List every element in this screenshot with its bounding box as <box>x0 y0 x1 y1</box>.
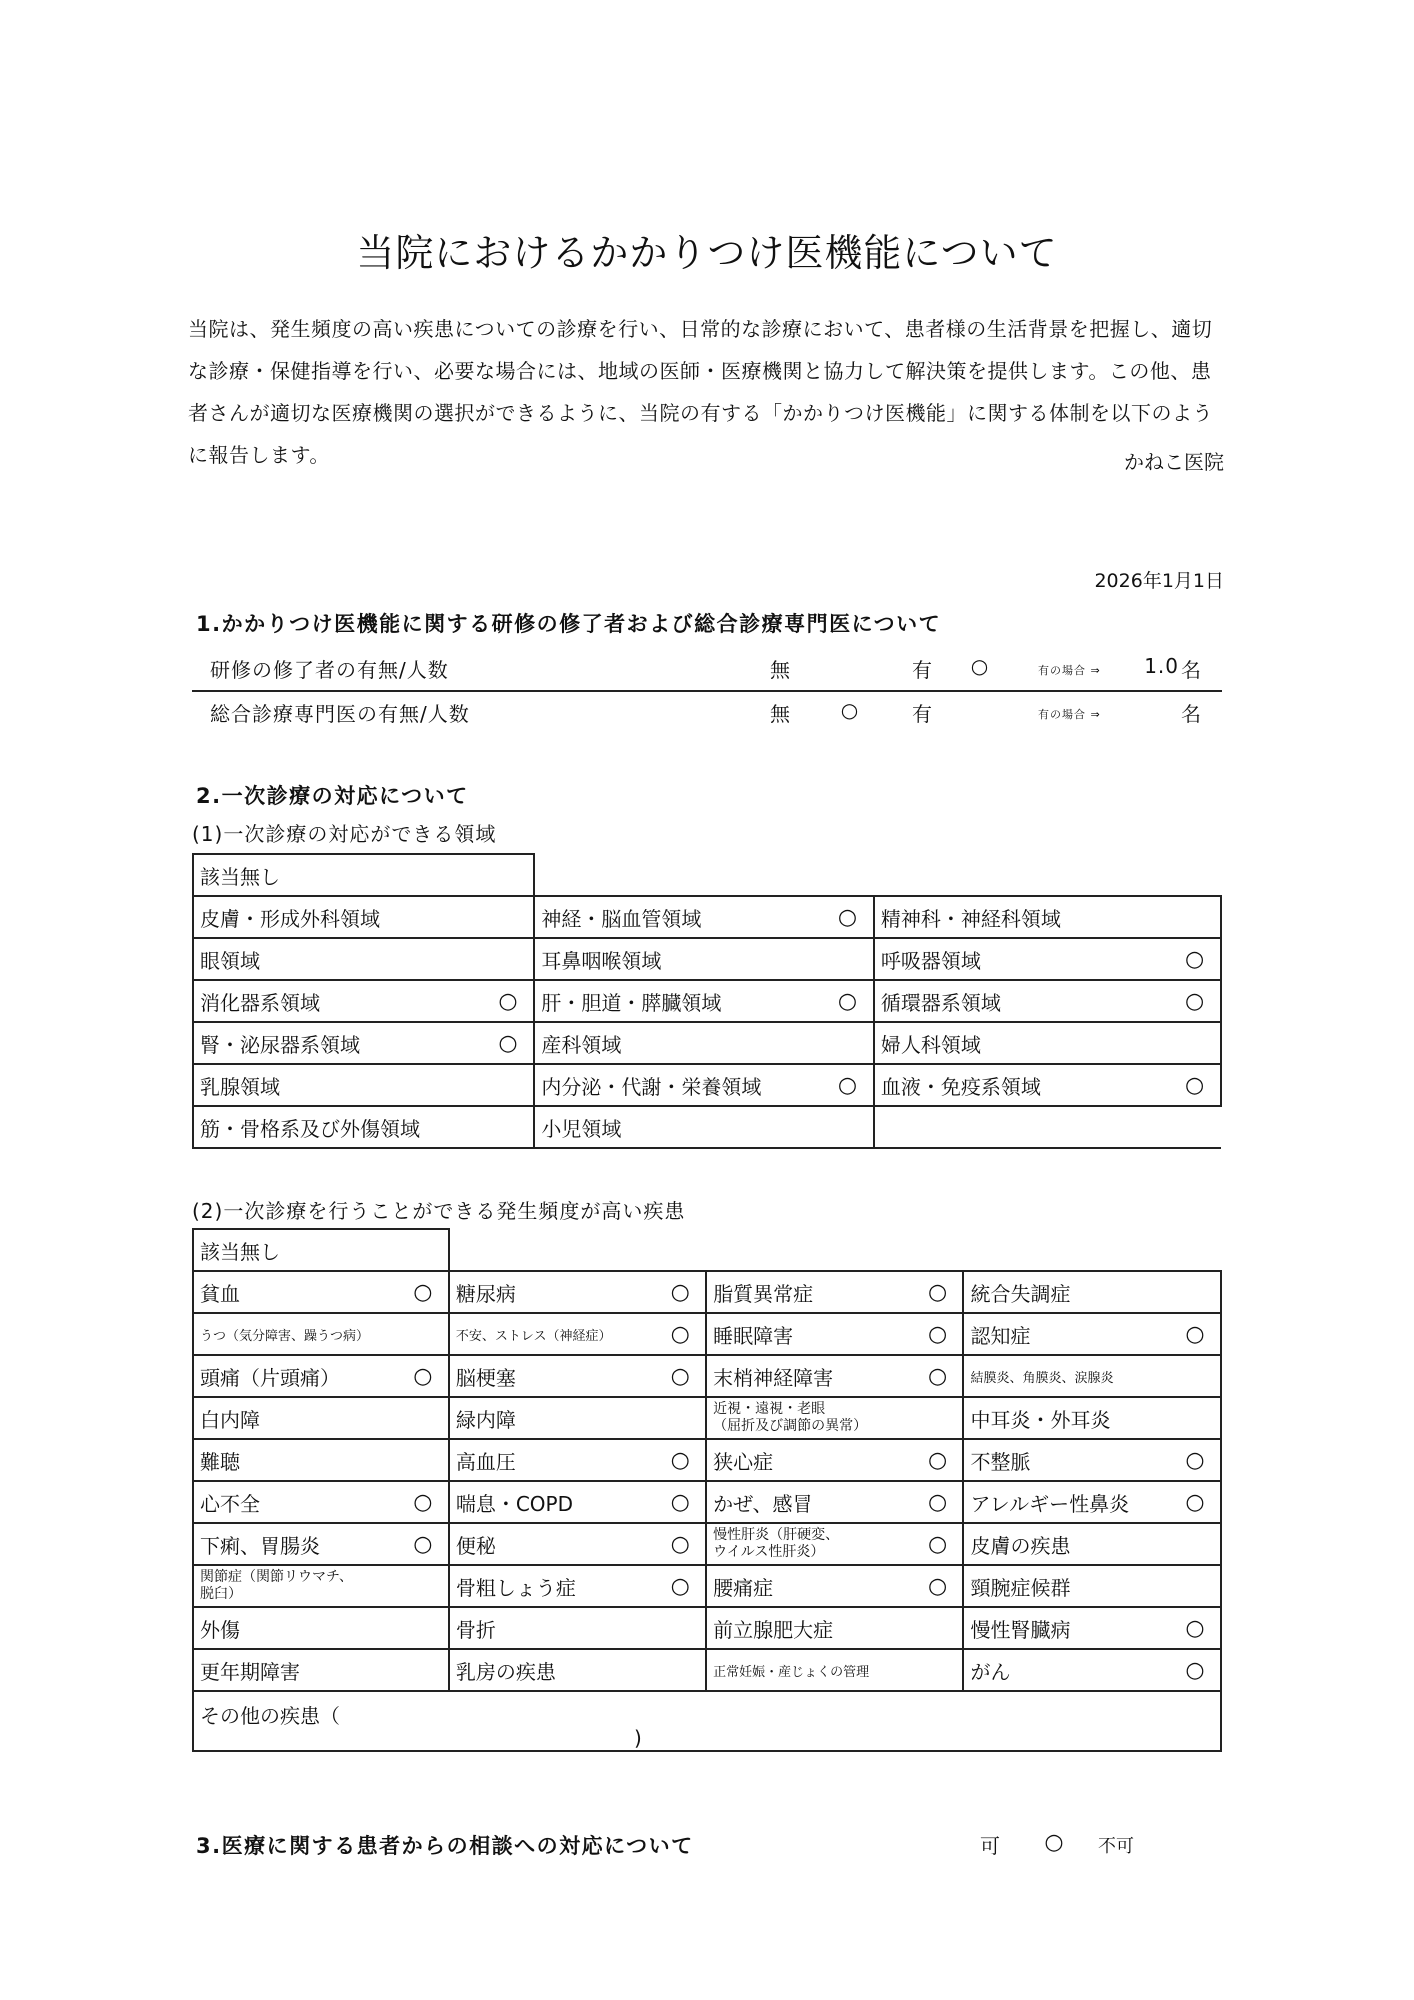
area-mark: ○ <box>1169 980 1221 1022</box>
disease-mark: ○ <box>1170 1649 1221 1691</box>
disease-name: 不安、ストレス（神経症） <box>449 1313 655 1355</box>
disease-mark <box>655 1397 706 1439</box>
disease-name: 緑内障 <box>449 1397 655 1439</box>
area-name: 精神科・神経科領域 <box>874 896 1169 938</box>
consult-yes-mark: ○ <box>1044 1830 1064 1855</box>
area-mark <box>822 1022 874 1064</box>
disease-name: 外傷 <box>193 1607 398 1649</box>
disease-name: 腰痛症 <box>706 1565 912 1607</box>
area-mark <box>1169 1022 1221 1064</box>
areas-none-mark <box>483 854 535 896</box>
disease-mark: ○ <box>398 1523 449 1565</box>
disease-mark: ○ <box>398 1271 449 1313</box>
disease-name: 便秘 <box>449 1523 655 1565</box>
disease-name: 糖尿病 <box>449 1271 655 1313</box>
disease-name: 慢性腎臓病 <box>963 1607 1170 1649</box>
area-mark <box>483 1106 535 1148</box>
disease-name: 結膜炎、角膜炎、涙腺炎 <box>963 1355 1170 1397</box>
areas-table <box>192 853 1222 1149</box>
disease-mark <box>398 1607 449 1649</box>
area-name: 神経・脳血管領域 <box>534 896 822 938</box>
area-name: 消化器系領域 <box>193 980 483 1022</box>
disease-name: 睡眠障害 <box>706 1313 912 1355</box>
disease-name: 頭痛（片頭痛） <box>193 1355 398 1397</box>
disease-mark: ○ <box>913 1355 964 1397</box>
area-name: 呼吸器領域 <box>874 938 1169 980</box>
disease-name: 下痢、胃腸炎 <box>193 1523 398 1565</box>
disease-mark <box>1170 1565 1221 1607</box>
disease-name: がん <box>963 1649 1170 1691</box>
areas-none-label: 該当無し <box>193 854 483 896</box>
training-note: 有の場合 ⇒ <box>1038 664 1101 677</box>
disease-mark <box>1170 1271 1221 1313</box>
intro-paragraph: 当院は、発生頻度の高い疾患についての診療を行い、日常的な診療において、患者様の生活背景を把握し、適切な診療・保健指導を行い、必要な場合には、地域の医師・医療機関と協力して解決策を提供します。この他、患者さんが適切な医療機関の選択ができるように、当院の有する「かかりつけ医機能」に関する体制を以下のように報告します。 <box>188 317 1213 467</box>
specialist-row <box>192 690 1222 734</box>
disease-name: うつ（気分障害、躁うつ病） <box>193 1313 398 1355</box>
diseases-table <box>192 1228 1222 1752</box>
training-unit: 名 <box>1181 658 1202 682</box>
disease-name: かぜ、感冒 <box>706 1481 912 1523</box>
training-label: 研修の修了者の有無/人数 <box>210 658 449 682</box>
disease-name: 骨粗しょう症 <box>449 1565 655 1607</box>
other-diseases-row <box>193 1691 1221 1751</box>
disease-mark: ○ <box>913 1481 964 1523</box>
area-name: 筋・骨格系及び外傷領域 <box>193 1106 483 1148</box>
disease-name: 中耳炎・外耳炎 <box>963 1397 1170 1439</box>
disease-name: 前立腺肥大症 <box>706 1607 912 1649</box>
area-name: 皮膚・形成外科領域 <box>193 896 483 938</box>
disease-mark <box>398 1439 449 1481</box>
area-mark: ○ <box>1169 1064 1221 1106</box>
diseases-none-label: 該当無し <box>193 1229 398 1271</box>
disease-name: 正常妊娠・産じょくの管理 <box>706 1649 912 1691</box>
disease-name: 更年期障害 <box>193 1649 398 1691</box>
disease-name: アレルギー性鼻炎 <box>963 1481 1170 1523</box>
area-mark: ○ <box>483 980 535 1022</box>
disease-mark <box>1170 1355 1221 1397</box>
area-mark <box>483 896 535 938</box>
training-row <box>192 646 1222 692</box>
disease-mark: ○ <box>655 1355 706 1397</box>
disease-name: 認知症 <box>963 1313 1170 1355</box>
area-mark <box>483 1064 535 1106</box>
specialist-unit: 名 <box>1181 702 1202 726</box>
area-name: 産科領域 <box>534 1022 822 1064</box>
disease-name: 貧血 <box>193 1271 398 1313</box>
disease-name: 難聴 <box>193 1439 398 1481</box>
disease-mark <box>913 1649 964 1691</box>
area-mark <box>1169 896 1221 938</box>
training-none-label: 無 <box>770 658 791 682</box>
disease-mark: ○ <box>1170 1313 1221 1355</box>
disease-name: 頸腕症候群 <box>963 1565 1170 1607</box>
disease-name: 関節症（関節リウマチ、 脱臼） <box>193 1565 398 1607</box>
diseases-subheading: (2)一次診療を行うことができる発生頻度が高い疾患 <box>192 1199 686 1223</box>
disease-mark: ○ <box>398 1481 449 1523</box>
area-name: 腎・泌尿器系領域 <box>193 1022 483 1064</box>
disease-mark: ○ <box>398 1355 449 1397</box>
disease-mark: ○ <box>1170 1481 1221 1523</box>
area-name: 小児領域 <box>534 1106 822 1148</box>
disease-name: 乳房の疾患 <box>449 1649 655 1691</box>
disease-name: 心不全 <box>193 1481 398 1523</box>
disease-mark <box>1170 1397 1221 1439</box>
disease-name: 骨折 <box>449 1607 655 1649</box>
area-mark <box>822 938 874 980</box>
disease-mark <box>398 1313 449 1355</box>
area-name: 血液・免疫系領域 <box>874 1064 1169 1106</box>
area-name: 耳鼻咽喉領域 <box>534 938 822 980</box>
disease-mark: ○ <box>913 1523 964 1565</box>
disease-name: 統合失調症 <box>963 1271 1170 1313</box>
other-diseases-label: その他の疾患（ <box>200 1704 340 1728</box>
area-mark <box>483 938 535 980</box>
area-name: 乳腺領域 <box>193 1064 483 1106</box>
area-name: 肝・胆道・膵臓領域 <box>534 980 822 1022</box>
section1-heading: 1.かかりつけ医機能に関する研修の修了者および総合診療専門医について <box>196 612 942 636</box>
disease-mark: ○ <box>655 1313 706 1355</box>
area-mark: ○ <box>822 1064 874 1106</box>
disease-mark: ○ <box>655 1439 706 1481</box>
area-name: 眼領域 <box>193 938 483 980</box>
section3-heading: 3.医療に関する患者からの相談への対応について <box>196 1834 694 1858</box>
disease-mark: ○ <box>913 1439 964 1481</box>
area-mark: ○ <box>1169 938 1221 980</box>
disease-mark: ○ <box>655 1271 706 1313</box>
disease-name: 脂質異常症 <box>706 1271 912 1313</box>
disease-name: 慢性肝炎（肝硬変、 ウイルス性肝炎） <box>706 1523 912 1565</box>
training-yes-label: 有 <box>912 658 933 682</box>
disease-mark <box>398 1649 449 1691</box>
areas-subheading: (1)一次診療の対応ができる領域 <box>192 822 497 846</box>
disease-mark: ○ <box>1170 1607 1221 1649</box>
area-name: 内分泌・代謝・栄養領域 <box>534 1064 822 1106</box>
area-name: 循環器系領域 <box>874 980 1169 1022</box>
disease-mark: ○ <box>655 1481 706 1523</box>
specialist-note: 有の場合 ⇒ <box>1038 708 1101 721</box>
disease-mark: ○ <box>913 1271 964 1313</box>
training-count: 1.0 <box>1144 654 1179 678</box>
disease-name: 白内障 <box>193 1397 398 1439</box>
disease-name: 近視・遠視・老眼 （屈折及び調節の異常） <box>706 1397 912 1439</box>
disease-name: 脳梗塞 <box>449 1355 655 1397</box>
disease-name: 皮膚の疾患 <box>963 1523 1170 1565</box>
area-name <box>874 1106 1221 1148</box>
disease-mark <box>655 1649 706 1691</box>
area-mark: ○ <box>483 1022 535 1064</box>
consult-no-label: 不可 <box>1098 1836 1134 1857</box>
area-mark <box>822 1106 874 1148</box>
page-title: 当院におけるかかりつけ医機能について <box>356 231 1058 275</box>
specialist-yes-label: 有 <box>912 702 933 726</box>
training-yes-mark: ○ <box>970 654 990 678</box>
disease-mark: ○ <box>655 1565 706 1607</box>
specialist-none-label: 無 <box>770 702 791 726</box>
area-name: 婦人科領域 <box>874 1022 1169 1064</box>
disease-mark <box>913 1397 964 1439</box>
clinic-name: かねこ医院 <box>1124 450 1224 474</box>
disease-mark <box>398 1397 449 1439</box>
disease-mark: ○ <box>913 1565 964 1607</box>
disease-mark <box>655 1607 706 1649</box>
disease-name: 末梢神経障害 <box>706 1355 912 1397</box>
area-mark: ○ <box>822 980 874 1022</box>
section2-heading: 2.一次診療の対応について <box>196 784 469 808</box>
specialist-none-mark: ○ <box>840 698 860 722</box>
disease-name: 喘息・COPD <box>449 1481 655 1523</box>
consult-yes-label: 可 <box>980 1834 1000 1858</box>
disease-mark: ○ <box>913 1313 964 1355</box>
disease-mark <box>913 1607 964 1649</box>
disease-mark: ○ <box>655 1523 706 1565</box>
disease-mark: ○ <box>1170 1439 1221 1481</box>
disease-name: 高血圧 <box>449 1439 655 1481</box>
diseases-none-mark <box>398 1229 449 1271</box>
report-date: 2026年1月1日 <box>1094 570 1224 592</box>
specialist-label: 総合診療専門医の有無/人数 <box>210 702 470 726</box>
other-diseases-close: ) <box>634 1726 642 1750</box>
disease-mark <box>1170 1523 1221 1565</box>
area-mark: ○ <box>822 896 874 938</box>
disease-name: 不整脈 <box>963 1439 1170 1481</box>
disease-mark <box>398 1565 449 1607</box>
disease-name: 狭心症 <box>706 1439 912 1481</box>
